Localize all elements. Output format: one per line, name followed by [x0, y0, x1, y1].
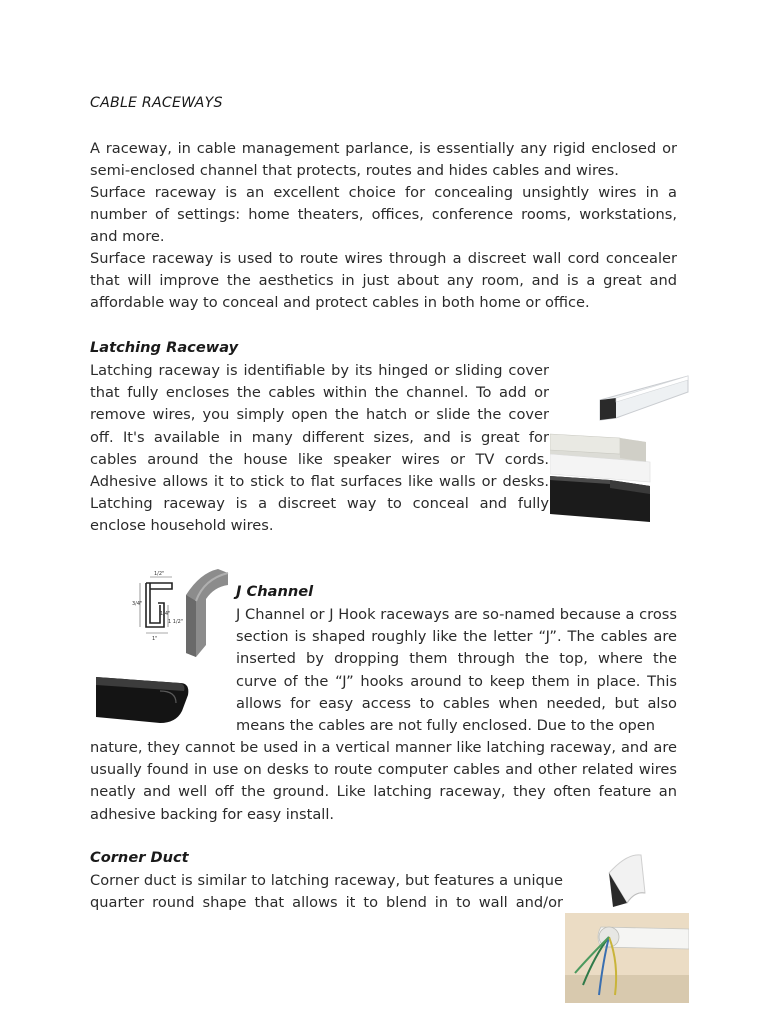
dim-label-top: 1/2"	[154, 571, 165, 577]
dim-label-right: 1 1/2"	[168, 619, 184, 625]
intro-paragraph-1: A raceway, in cable management parlance, is essentially any rigid enclosed or semi-enclosed channel that protects, routes and hides cables and wires.	[90, 140, 677, 180]
dim-label-bottom: 1"	[152, 636, 158, 642]
j-channel-paragraph-side: J Channel or J Hook raceways are so-named because a cross section is shaped roughly like the letter “J”. The cables are inserted by dropping them through the top, where the curve of the “J” hooks around to keep them in place. This allows for easy access to cables when needed, but also means the cables are not fully enclosed. Due to the open	[236, 606, 677, 735]
intro-paragraph-3: Surface raceway is used to route wires through a discreet wall cord concealer that will improve the aesthetics in just about any room, and is a great and affordable way to conceal and protect cables in both home or office.	[90, 250, 677, 312]
latching-heading: Latching Raceway	[90, 339, 239, 356]
dim-label-left: 3/4"	[132, 601, 143, 607]
corner-duct-paragraph: Corner duct is similar to latching raceway, but features a unique quarter round shape that allows it to blend in to wall and/or	[90, 872, 563, 912]
latching-raceway-image	[550, 362, 690, 528]
dim-label-inner: 1/4"	[160, 611, 171, 617]
document-title: CABLE RACEWAYS	[90, 95, 223, 111]
j-channel-heading: J Channel	[236, 583, 314, 600]
latching-paragraph: Latching raceway is identifiable by its hinged or sliding cover that fully encloses the cables within the channel. To add or remove wires, you simply open the hatch or slide the cover off. It's available in many different sizes, and is great for cables around the house like speaker wires or TV cords. Adhesive allows it to stick to flat surfaces like walls or desks. Latching raceway is a discreet way to conceal and fully enclose household wires.	[90, 362, 549, 535]
j-channel-image	[90, 565, 235, 725]
intro-paragraph-2: Surface raceway is an excellent choice for concealing unsightly wires in a number of settings: home theaters, offices, conference rooms, workstations, and more.	[90, 184, 677, 246]
corner-duct-image	[565, 845, 689, 1003]
corner-duct-heading: Corner Duct	[90, 849, 189, 866]
j-channel-paragraph-full: nature, they cannot be used in a vertical manner like latching raceway, and are usually found in use on desks to route computer cables and other related wires neatly and well off the ground. Like latching raceway, they often feature an adhesive backing for easy install.	[90, 739, 677, 823]
